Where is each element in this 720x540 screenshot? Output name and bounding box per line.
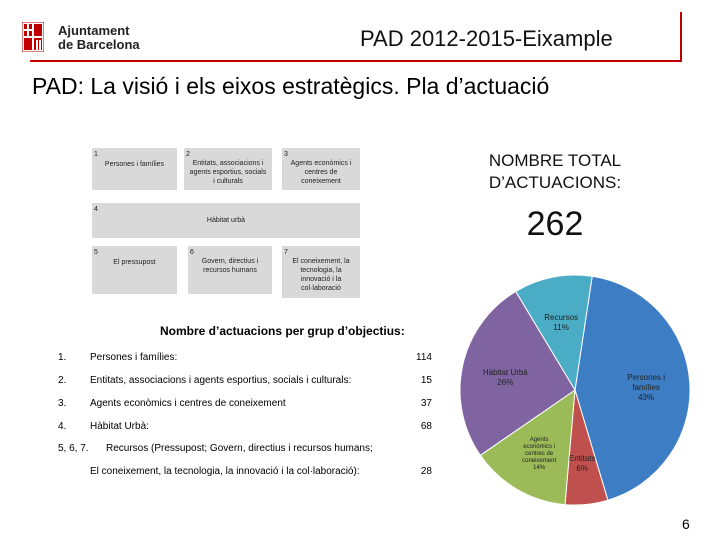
table-row-label: Recursos (Pressupost; Govern, directius i recursos humans;	[106, 443, 373, 454]
table-row-label: Entitats, associacions i agents esportius, socials i culturals:	[90, 375, 352, 386]
objective-box-7	[282, 246, 360, 298]
table-row-value: 114	[416, 352, 432, 363]
box-label: Agents econòmics i centres de coneixement	[290, 160, 352, 185]
box-label: Entitats, associacions i agents esportius, socials i culturals	[189, 160, 267, 185]
organization-name	[58, 24, 140, 52]
table-title: Nombre d’actuacions per grup d’objectius:	[160, 324, 405, 338]
barcelona-logo-icon	[22, 22, 44, 52]
table-row-label: Agents econòmics i centres de coneixement	[90, 398, 286, 409]
box-label: Hàbitat urbà	[206, 217, 246, 224]
org-line-1: Ajuntament	[58, 23, 130, 38]
slide-title: PAD: La visió i els eixos estratègics. Pla d’actuació	[32, 73, 550, 99]
box-label: Govern, directius i recursos humans	[201, 258, 259, 274]
objective-box-6	[188, 246, 272, 294]
total-value: 262	[526, 205, 584, 243]
objective-box-3	[282, 148, 360, 190]
table-row-num: 2.	[58, 375, 67, 386]
pie-label-4: Hàbitat Urbà 26%	[482, 367, 528, 387]
box-label: Persones i famílies	[104, 161, 165, 168]
page-number: 6	[682, 516, 690, 532]
table-row-num: 3.	[58, 398, 67, 409]
table-row-value: 28	[420, 466, 432, 477]
header-rule	[30, 60, 680, 62]
box-label: El coneixement, la tecnologia, la innovació i la col·laboració	[292, 258, 350, 292]
pie-chart	[450, 265, 700, 515]
table-row-num: 1.	[58, 352, 67, 363]
box-number: 1	[94, 151, 98, 158]
total-label	[440, 150, 670, 194]
total-label-line-1: NOMBRE TOTAL	[488, 151, 622, 170]
pie-label-2: Entitats 6%	[568, 453, 596, 473]
total-label-line-2: D’ACTUACIONS:	[488, 173, 622, 192]
org-line-2: de Barcelona	[58, 37, 140, 52]
table-row-value: 15	[420, 375, 432, 386]
table-row-label: Persones i famílies:	[90, 352, 178, 363]
box-number: 7	[284, 249, 288, 256]
box-number: 4	[94, 206, 98, 213]
objective-box-2	[184, 148, 272, 190]
objective-box-4	[92, 203, 360, 238]
table-row-value: 37	[420, 398, 432, 409]
pie-label-5: Recursos 11%	[544, 313, 579, 333]
objective-box-1	[92, 148, 177, 190]
pie-label-1: Persones i famílies 43%	[627, 373, 666, 403]
box-number: 2	[186, 151, 190, 158]
objective-box-5	[92, 246, 177, 294]
table-row-num: 4.	[58, 421, 67, 432]
pie-label-3: Agents econòmics i centres de coneixement 14%	[522, 437, 557, 472]
table-row-label: El coneixement, la tecnologia, la innovació i la col·laboració):	[90, 466, 360, 477]
box-number: 5	[94, 249, 98, 256]
table-row-label: Hàbitat Urbà:	[90, 421, 149, 432]
table-row-num: 5, 6, 7.	[58, 443, 89, 454]
pie-chart-svg	[450, 265, 700, 515]
document-title: PAD 2012-2015-Eixample	[360, 26, 613, 51]
box-label: El pressupost	[113, 259, 156, 266]
header-rule-vertical	[680, 12, 682, 62]
box-number: 3	[284, 151, 288, 158]
table-row-value: 68	[420, 421, 432, 432]
box-number: 6	[190, 249, 194, 256]
